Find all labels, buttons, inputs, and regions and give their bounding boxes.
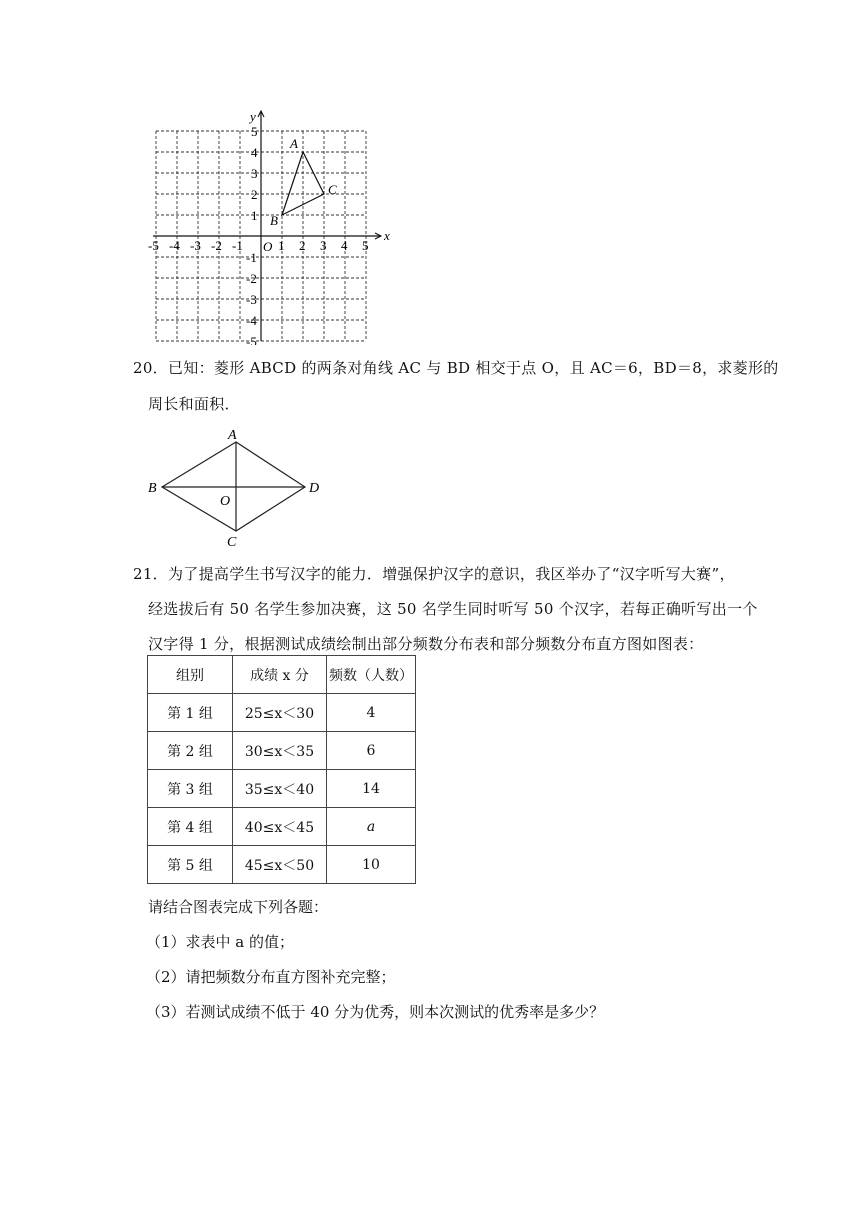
table-cell: 25≤x＜30 <box>233 694 327 732</box>
table-cell: 第 3 组 <box>148 770 233 808</box>
table-cell: 35≤x＜40 <box>233 770 327 808</box>
question-21-part2: （2）请把频数分布直方图补充完整； <box>146 968 396 986</box>
table-row <box>148 694 416 732</box>
table-cell: 14 <box>327 770 416 808</box>
y-tick-label: -4 <box>246 313 257 328</box>
table-row <box>148 770 416 808</box>
vertex-d-label: D <box>309 481 320 496</box>
question-21-prompt: 请结合图表完成下列各题： <box>148 898 329 916</box>
y-tick-label: 5 <box>251 124 258 139</box>
frequency-table <box>147 655 416 884</box>
x-tick-label: -3 <box>190 238 201 253</box>
table-cell: 第 5 组 <box>148 846 233 884</box>
table-cell: 第 1 组 <box>148 694 233 732</box>
y-tick-label: 2 <box>251 187 258 202</box>
question-21-part3: （3）若测试成绩不低于 40 分为优秀，则本次测试的优秀率是多少？ <box>146 1003 605 1021</box>
table-cell: 第 4 组 <box>148 808 233 846</box>
x-tick-label: 5 <box>362 238 369 253</box>
table-header: 成绩 x 分 <box>233 656 327 694</box>
rhombus-figure <box>140 425 340 550</box>
y-axis-label: y <box>250 109 256 124</box>
table-cell: 40≤x＜45 <box>233 808 327 846</box>
table-cell: 第 2 组 <box>148 732 233 770</box>
x-tick-label: 3 <box>320 238 327 253</box>
table-cell: a <box>327 808 416 846</box>
question-20-line2: 周长和面积． <box>148 395 240 413</box>
question-21 <box>133 564 843 584</box>
question-number: 20． <box>133 359 168 377</box>
table-cell: 30≤x＜35 <box>233 732 327 770</box>
point-label-a: A <box>290 136 298 151</box>
y-tick-label: 1 <box>251 208 258 223</box>
table-row <box>148 846 416 884</box>
table-header: 组别 <box>148 656 233 694</box>
y-tick-label: -1 <box>246 250 257 265</box>
table-header: 频数（人数） <box>327 656 416 694</box>
table-header-row <box>148 656 416 694</box>
tick-labels <box>148 124 369 345</box>
y-tick-label: -5 <box>246 334 257 345</box>
y-tick-label: 3 <box>251 166 258 181</box>
question-21-line1: 为了提高学生书写汉字的能力．增强保护汉字的意识，我区举办了“汉字听写大赛”， <box>168 565 735 583</box>
vertex-a-label: A <box>228 428 237 443</box>
table-cell: 45≤x＜50 <box>233 846 327 884</box>
x-tick-label: 4 <box>341 238 348 253</box>
center-o-label: O <box>220 494 231 509</box>
x-tick-label: -2 <box>211 238 222 253</box>
triangle-abc <box>270 136 337 228</box>
question-20 <box>133 358 833 378</box>
x-tick-label: 1 <box>278 238 285 253</box>
table-row <box>148 732 416 770</box>
y-tick-label: -3 <box>246 292 257 307</box>
table-cell: 4 <box>327 694 416 732</box>
origin-label: O <box>263 239 273 254</box>
y-tick-label: 4 <box>251 145 258 160</box>
table-cell: 10 <box>327 846 416 884</box>
x-tick-label: -4 <box>169 238 180 253</box>
point-label-b: B <box>270 213 278 228</box>
x-tick-label: -1 <box>232 238 243 253</box>
coordinate-grid-figure <box>140 105 400 345</box>
vertex-c-label: C <box>227 535 237 550</box>
x-tick-label: 2 <box>299 238 306 253</box>
table-cell: 6 <box>327 732 416 770</box>
question-20-line1: 已知：菱形 ABCD 的两条对角线 AC 与 BD 相交于点 O，且 AC＝6，BD＝8，求菱形的 <box>168 359 779 377</box>
y-tick-label: -2 <box>246 271 257 286</box>
question-number: 21． <box>133 565 168 583</box>
question-21-line2: 经选拔后有 50 名学生参加决赛，这 50 名学生同时听写 50 个汉字，若每正确听写出一个 <box>148 600 758 618</box>
x-axis-label: x <box>384 228 390 243</box>
point-label-c: C <box>328 182 337 197</box>
question-21-line3: 汉字得 1 分，根据测试成绩绘制出部分频数分布表和部分频数分布直方图如图表： <box>148 635 704 653</box>
table-row <box>148 808 416 846</box>
x-tick-label: -5 <box>148 238 159 253</box>
vertex-b-label: B <box>148 481 157 496</box>
question-21-part1: （1）求表中 a 的值； <box>146 933 295 951</box>
